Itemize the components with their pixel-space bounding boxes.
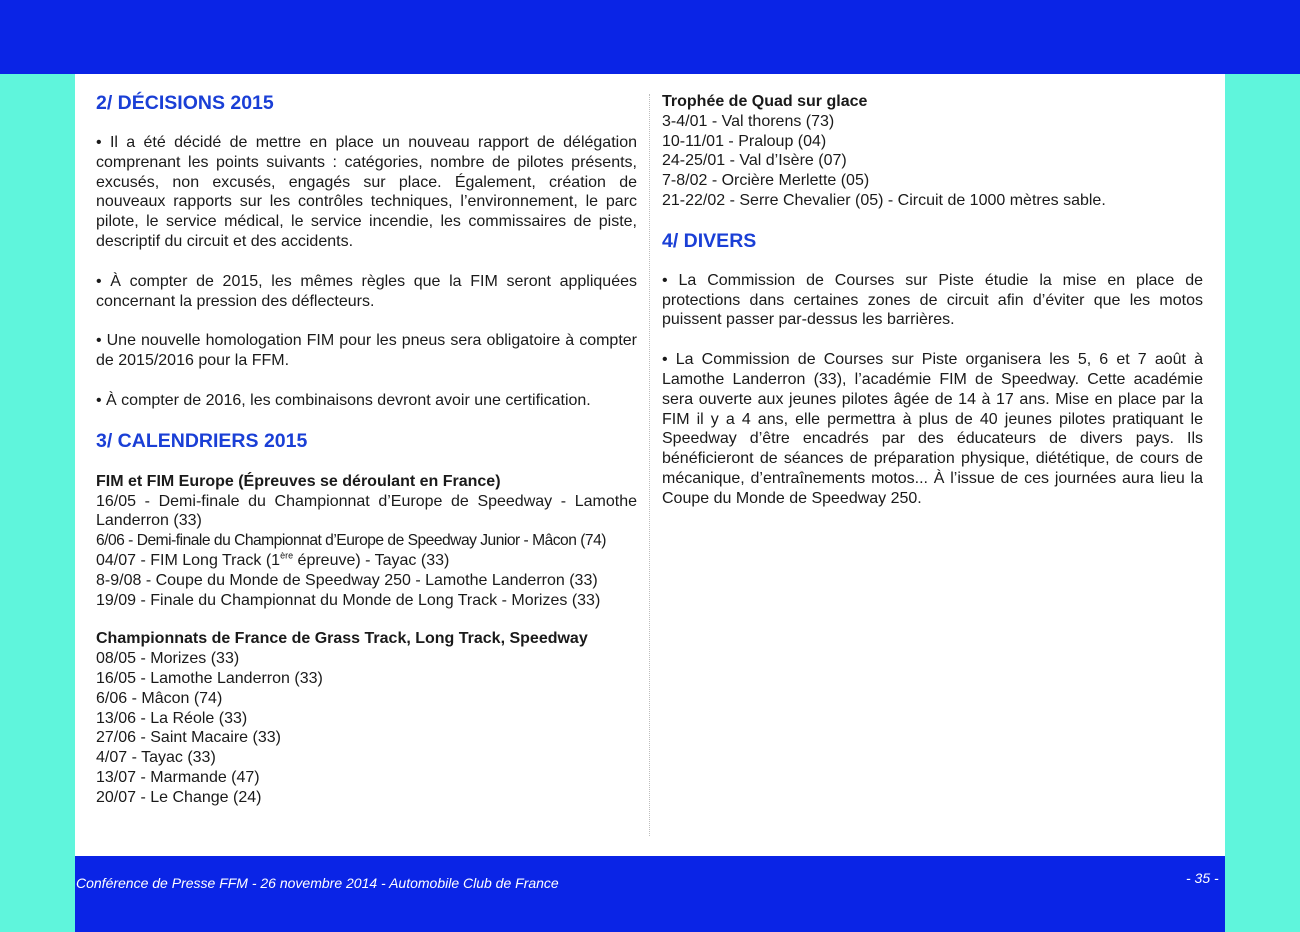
france-item: 4/07 - Tayac (33) bbox=[96, 749, 216, 767]
section-title-decisions: 2/ DÉCISIONS 2015 bbox=[96, 92, 274, 114]
france-heading: Championnats de France de Grass Track, Long Track, Speedway bbox=[96, 630, 588, 648]
ordinal-suffix: ère bbox=[280, 550, 294, 561]
fim-item: 8-9/08 - Coupe du Monde de Speedway 250 - Lamothe Landerron (33) bbox=[96, 571, 598, 589]
france-item: 27/06 - Saint Macaire (33) bbox=[96, 729, 281, 747]
fim-item-text: épreuve) - Tayac (33) bbox=[293, 551, 450, 569]
quad-item: 24-25/01 - Val d’Isère (07) bbox=[662, 152, 847, 170]
fim-item-text: 04/07 - FIM Long Track (1 bbox=[96, 551, 281, 569]
quad-item: 3-4/01 - Val thorens (73) bbox=[662, 112, 835, 130]
france-item: 13/07 - Marmande (47) bbox=[96, 768, 260, 786]
divers-paragraph-1: • La Commission de Courses sur Piste étudie la mise en place de protections dans certaines zones de circuit afin d’éviter que les motos puissent passer par-dessus les barrières. bbox=[662, 271, 1203, 329]
footer-caption: Conférence de Presse FFM - 26 novembre 2014 - Automobile Club de France bbox=[76, 875, 559, 891]
decisions-paragraph-4: • À compter de 2016, les combinaisons devront avoir une certification. bbox=[96, 391, 591, 409]
france-item: 6/06 - Mâcon (74) bbox=[96, 689, 223, 707]
decisions-paragraph-3: • Une nouvelle homologation FIM pour les pneus sera obligatoire à compter de 2015/2016 pour la FFM. bbox=[96, 332, 637, 370]
page-number: - 35 - bbox=[1186, 870, 1219, 886]
left-column bbox=[96, 92, 637, 808]
footer-bar bbox=[75, 856, 1225, 932]
fim-item bbox=[96, 551, 637, 571]
column-divider bbox=[649, 94, 650, 836]
right-column bbox=[662, 92, 1203, 509]
france-item: 13/06 - La Réole (33) bbox=[96, 709, 248, 727]
quad-item: 7-8/02 - Orcière Merlette (05) bbox=[662, 172, 870, 190]
fim-item: 19/09 - Finale du Championnat du Monde de Long Track - Morizes (33) bbox=[96, 591, 601, 609]
quad-heading: Trophée de Quad sur glace bbox=[662, 93, 868, 110]
fim-item: 16/05 - Demi-finale du Championnat d’Europe de Speedway - Lamothe Landerron (33) bbox=[96, 492, 637, 530]
decisions-paragraph-1: • Il a été décidé de mettre en place un nouveau rapport de délégation comprenant les points suivants : catégories, nombre de pilotes présents, excusés, non excusés, engagés sur place. Également, création de nouveaux rapports sur les contrôles techniques, l’environnement, le parc pilote, le service médical, le service incendie, les commissaires de piste, descriptif du circuit et des accidents. bbox=[96, 134, 637, 250]
france-item: 20/07 - Le Change (24) bbox=[96, 788, 262, 806]
divers-paragraph-2: • La Commission de Courses sur Piste organisera les 5, 6 et 7 août à Lamothe Landerron (33), l’académie FIM de Speedway. Cette académie sera ouverte aux jeunes pilotes âgée de 14 à 17 ans. Mise en place par la FIM il y a 4 ans, elle permettra à plus de 40 jeunes pilotes pratiquant le Speedway d’être encadrés par des éducateurs de divers pays. Ils bénéficieront de séances de préparation physique, diététique, de cours de mécanique, d’entraînements motos... À l’issue de ces journées aura lieu la Coupe du Monde de Speedway 250. bbox=[662, 351, 1203, 507]
france-item: 16/05 - Lamothe Landerron (33) bbox=[96, 669, 323, 687]
fim-item: 6/06 - Demi-finale du Championnat d’Europe de Speedway Junior - Mâcon (74) bbox=[96, 532, 606, 550]
france-item: 08/05 - Morizes (33) bbox=[96, 650, 240, 668]
quad-item: 10-11/01 - Praloup (04) bbox=[662, 132, 827, 150]
quad-item: 21-22/02 - Serre Chevalier (05) - Circuit de 1000 mètres sable. bbox=[662, 191, 1106, 209]
header-bar bbox=[0, 0, 1300, 74]
fim-heading: FIM et FIM Europe (Épreuves se déroulant en France) bbox=[96, 472, 501, 490]
section-title-calendriers: 3/ CALENDRIERS 2015 bbox=[96, 429, 308, 452]
section-title-divers: 4/ DIVERS bbox=[662, 229, 757, 252]
decisions-paragraph-2: • À compter de 2015, les mêmes règles que la FIM seront appliquées concernant la pression des déflecteurs. bbox=[96, 272, 637, 310]
